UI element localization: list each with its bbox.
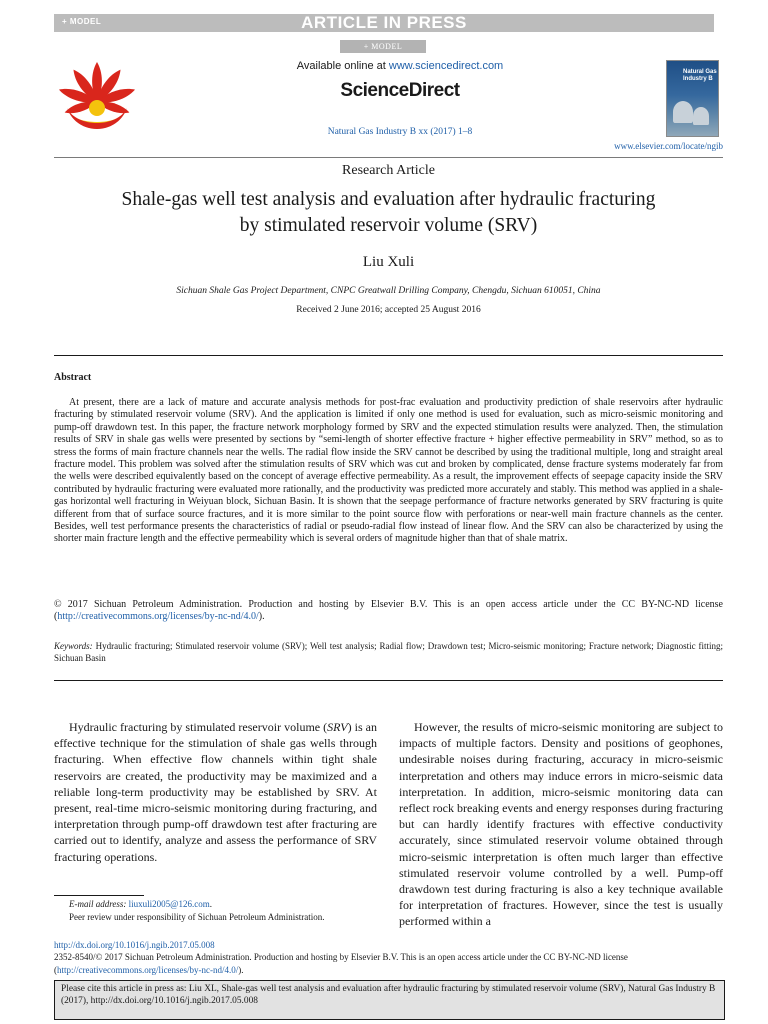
elsevier-locate-link[interactable]: www.elsevier.com/locate/ngib <box>614 141 723 151</box>
issn-text: 2352-8540/© 2017 Sichuan Petroleum Administration. Production and hosting by Elsevier B.V. This is an open access article under the CC BY-NC-ND license ( <box>54 952 628 975</box>
author-name: Liu Xuli <box>362 254 415 270</box>
title-line-2: by stimulated reservoir volume (SRV) <box>239 215 538 236</box>
license-link[interactable]: http://creativecommons.org/licenses/by-nc-nd/4.0/ <box>57 611 259 623</box>
article-title <box>54 187 723 239</box>
abstract-heading: Abstract <box>54 372 92 383</box>
email-end: . <box>209 899 212 909</box>
doi-block <box>54 939 723 976</box>
email-label: E-mail address: <box>69 899 127 909</box>
copyright-end: ). <box>258 611 265 623</box>
abstract-copyright <box>54 599 723 624</box>
keywords <box>54 640 723 664</box>
footnotes <box>54 898 377 923</box>
citation-box: Please cite this article in press as: Liu XL, Shale-gas well test analysis and evaluation after hydraulic fracturing by stimulated reservoir volume (SRV), Natural Gas Industry B (2017), http://dx.doi.org/10.1016/j.ngib.2017.05.008 <box>54 980 725 1020</box>
sciencedirect-link[interactable]: www.sciencedirect.com <box>388 60 504 72</box>
peer-review-footnote: Peer review under responsibility of Sichuan Petroleum Administration. <box>69 911 325 922</box>
body-column-left <box>54 719 377 865</box>
article-in-press-banner <box>54 14 714 32</box>
abstract-text: At present, there are a lack of mature and accurate analysis methods for post-frac evaluation and productivity prediction of shale reservoirs after hydraulic fracturing by stimulated reservoir volume (SRV). And the application is limited if only one method is used for evaluation, such as micro-seismic monitoring and pump-off drawdown test. In this paper, the fracture network morphology formed by SRV and the expected stimulation results were analyzed. Then, the stimulation results of SRV in shale gas wells were presented by sections by “semi-length of shorter effective fracture + higher effective permeability in SRV” method, so as to stress the forms of main fracture channels near the wells. The radial flow inside the SRV cannot be described by using the traditional multiple, long and straight areal fracture model. This problem was solved after the stimulation results of SRV which was cut and broken by complicated, dense fracture systems moderately far from the wells were described equivalently based on the concept of average effective permeability. As a result, the improvement effects of seepage capacity inside the SRV contributed by hydraulic fracturing were evaluated more rationally, and the productivity was predicted more accurately and stably. This method was applied in a shale-gas horizontal well fracturing in Weiyuan block, Sichuan Basin. It is shown that the seepage performance of fracture networks generated by SRV fracturing is quite different from that of surface source fractures, and it is more similar to the point source flow with perforations or near-well main fracture channels as the center. Besides, well test performance presents the characteristics of radial or pseudo-radial flow instead of linear flow. And the SRV can also be characterized by using the shorter main fracture length and the effective permeability which is several orders of magnitude higher than that of shale matrix. <box>54 397 723 545</box>
abstract-bottom-rule <box>54 680 723 681</box>
available-prefix: Available online at <box>296 60 386 72</box>
cover-title: Natural Gas Industry B <box>683 69 717 82</box>
issn-license-link[interactable]: http://creativecommons.org/licenses/by-nc-nd/4.0/ <box>57 964 239 975</box>
abstract-body <box>54 397 723 546</box>
keywords-list: Hydraulic fracturing; Stimulated reservoir volume (SRV); Well test analysis; Radial flow; Drawdown test; Micro-seismic monitoring; Fracture network; Diagnostic fitting; Sichuan Basin <box>54 641 724 664</box>
journal-cover <box>666 60 719 137</box>
footnote-rule <box>54 895 144 896</box>
author-affiliation: Sichuan Shale Gas Project Department, CNPC Greatwall Drilling Company, Chengdu, Sichuan 610051, China <box>176 286 601 296</box>
body-paragraph: However, the results of micro-seismic monitoring are subject to impacts of multiple factors. Density and positions of geophones, undesirable noises during fracturing, accuracy in micro-seismic interpretation and others may induce errors in micro-seismic data interpretation. In addition, micro-seismic monitoring data can reflect rock breaking events and energy responses during fracturing but can hardly identify fractures with effective conductivity accurately, since stimulated reservoir volume obtained through micro-seismic interpretation is often much larger than effective stimulated reservoir volume controlled by a well. Pump-off drawdown test during fracturing is also a key technique available for interpretation of fractures. However, since the test is usually performed within a <box>399 720 723 929</box>
cover-tank-graphic <box>673 101 693 123</box>
doi-link[interactable]: http://dx.doi.org/10.1016/j.ngib.2017.05.008 <box>54 940 215 950</box>
issn-line <box>54 951 723 976</box>
email-footnote <box>54 898 377 911</box>
cover-tank-graphic <box>693 107 709 125</box>
received-dates: Received 2 June 2016; accepted 25 August 2016 <box>296 305 481 315</box>
title-line-1: Shale-gas well test analysis and evaluation after hydraulic fracturing <box>121 189 656 210</box>
body-paragraph <box>54 719 377 865</box>
body-text: ) is an effective technique for the stimulation of shale gas wells through fracturing. When effective flow channels within tight shale reservoirs are created, the productivity may be maximized and a reliable long-term productivity may be established by SRV. At present, real-time micro-seismic monitoring during fracturing, and interpretation through pump-off drawdown test after fracturing are carried out to identify, analyze and assess the performance of SRV fracturing operations. <box>54 720 377 864</box>
author-email-link[interactable]: liuxuli2005@126.com <box>128 899 210 909</box>
available-online-line <box>230 60 570 72</box>
publisher-logo-icon <box>52 58 142 144</box>
banner-text: ARTICLE IN PRESS <box>301 13 467 32</box>
keywords-label: Keywords: <box>54 641 93 651</box>
sciencedirect-brand: ScienceDirect <box>340 80 460 101</box>
body-column-right <box>399 719 723 930</box>
body-text: Hydraulic fracturing by stimulated reservoir volume ( <box>69 720 328 734</box>
journal-citation-line[interactable]: Natural Gas Industry B xx (2017) 1–8 <box>327 127 473 137</box>
copyright-text: © 2017 Sichuan Petroleum Administration. Production and hosting by Elsevier B.V. This is an open access article under the CC BY-NC-ND license ( <box>54 599 723 623</box>
model-tag: + MODEL <box>340 40 426 53</box>
abstract-top-rule <box>54 355 723 356</box>
issn-end: ). <box>238 964 244 975</box>
article-type: Research Article <box>342 163 435 178</box>
header-divider <box>54 157 723 158</box>
body-text-italic: SRV <box>327 720 348 734</box>
model-label: + MODEL <box>62 17 102 26</box>
